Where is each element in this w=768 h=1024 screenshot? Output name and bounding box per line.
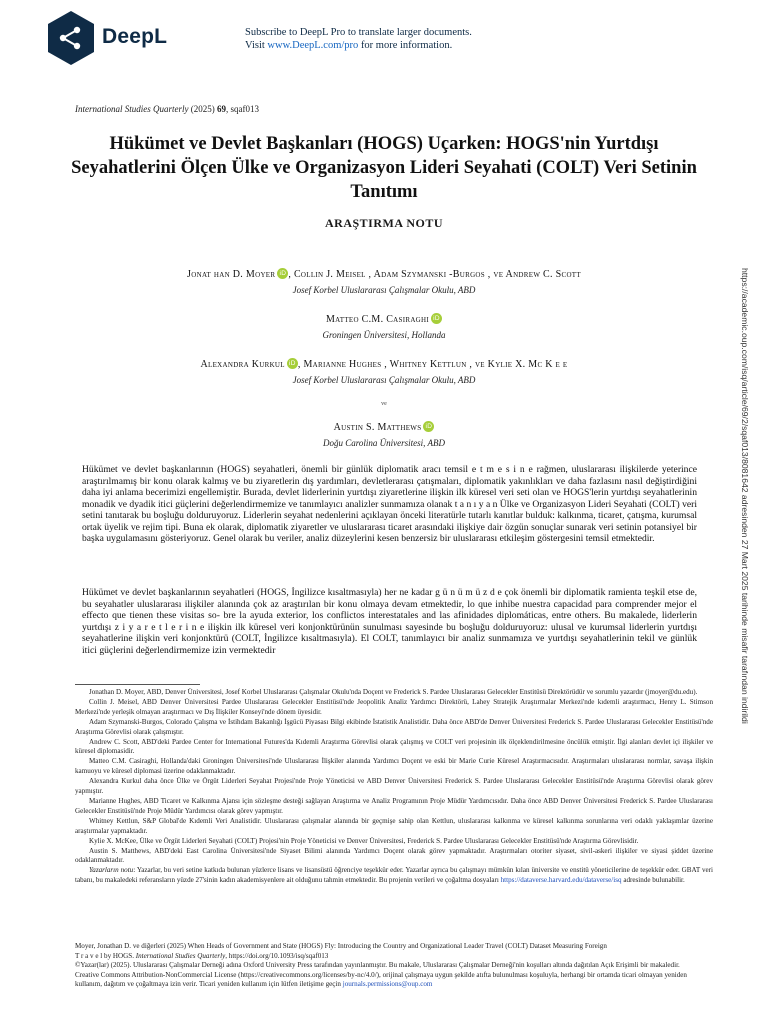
citation-line-1: Moyer, Jonathan D. ve diğerleri (2025) When Heads of Government and State (HOGS) Fly: Introducing the Country and Organizational Leader Travel (COLT) Dataset Measuring Foreign [75,942,607,950]
orcid-icon[interactable]: iD [423,421,434,432]
deepl-logo-icon[interactable] [46,10,96,66]
footnote: Austin S. Matthews, ABD'deki East Carolina Üniversitesi'nde Siyaset Bilimi alanında Yardımcı Doçent olarak görev yapmaktadır. Araştırmaları otoriter siyaset, sivil-askeri ilişkiler ve siyasi şiddet üzerine odaklanmaktadır. [75,846,713,865]
footnote: Alexandra Kurkul daha önce Ülke ve Örgüt Liderleri Seyahat Projesi'nde Proje Yöneticisi ve ABD Denver Üniversitesi Frederick S. Pardee Uluslararası Gelecekler Enstitüsü'nde Araştırma Görevlisi olarak görev yapmıştır. [75,777,713,796]
promo-line-1: Subscribe to DeepL Pro to translate larger documents. [245,27,472,38]
deepl-pro-link[interactable]: www.DeepL.com/pro [267,40,359,51]
footnote: Collin J. Meisel, ABD Denver Üniversitesi Pardee Uluslararası Gelecekler Enstitüsü'nde Jeopolitik Analiz Yardımcı Direktörü, Lahey Stratejik Araştırmalar Merkezi'nde kıdemli araştırmacı, Henry L. Stimson Merkezi'nde yerleşik olmayan araştırmacı ve Dış İlişkiler Konseyi'nde dönem üyesidir. [75,697,713,716]
footnote: Jonathan D. Moyer, ABD, Denver Üniversitesi, Josef Korbel Uluslararası Çalışmalar Okulu'nda Doçent ve Frederick S. Pardee Uluslararası Gelecekler Enstitüsü Direktörüdür ve sorumlu yazardır (jmoyer@du.edu). [89,688,698,696]
orcid-icon[interactable]: iD [277,268,288,279]
article-title: Hükümet ve Devlet Başkanları (HOGS) Uçarken: HOGS'nin Yurtdışı Seyahatlerini Ölçen Ülke ve Organizasyon Lideri Seyahati (COLT) Veri Setinin Tanıtımı [71,134,697,202]
footnotes [75,688,713,886]
author-conjunction: ve [381,401,387,407]
author-group-3: Alexandra Kurkul iD , Marianne Hughes , Whitney Kettlun , ve Kylie X. Mc K e e [200,359,568,370]
affiliation-2: Groningen Üniversitesi, Hollanda [322,330,446,340]
affiliation-4: Doğu Carolina Üniversitesi, ABD [323,438,445,448]
citation-block [75,942,713,990]
footnote: Kylie X. McKee, Ülke ve Örgüt Liderleri Seyahati (COLT) Projesi'nin Proje Yöneticisi ve Denver Üniversitesi, Frederick S. Pardee Uluslararası Gelecekler Enstitüsü'nde Araştırma Görevlisidir. [89,836,639,845]
orcid-icon[interactable]: iD [287,358,298,369]
deepl-logo-text: DeepL [102,25,168,48]
download-sidebar [738,268,750,724]
footnote: Andrew C. Scott, ABD'deki Pardee Center for International Futures'da Kıdemli Araştırma Görevlisi olarak çalışmış ve COLT veri projesinin ilk ölçeklendirilmesine öncülük etmiştir. İlgi alanları devlet içi ilişkiler ve küresel diplomasidir. [75,737,713,756]
section-label: ARAŞTIRMA NOTU [324,216,443,230]
author-group-4: Austin S. Matthews iD [60,421,708,433]
footnote: Whitney Kettlun, S&P Global'de Kıdemli Veri Analistidir. Uluslararası çalışmalar alanında bir geçmişe sahip olan Kettlun, uluslararası kalkınma ve küresel kalkınma sorunlarına veri odaklı yaklaşımlar üzerine araştırmalar yapmaktadır. [75,816,713,835]
footnote: Marianne Hughes, ABD Ticaret ve Kalkınma Ajansı için sözleşme desteği sağlayan Araştırma ve Analiz Programının Proje Müdür Yardımcısıdır. Daha önce ABD Denver Üniversitesi Frederick S. Pardee Uluslararası Gelecekler Enstitüsü'nde Proje Müdür Yardımcısı olarak görev yapmıştır. [75,796,713,815]
orcid-icon[interactable]: iD [431,313,442,324]
abstract-mixed: Hükümet ve devlet başkanlarının seyahatleri (HOGS, İngilizce kısaltmasıyla) her ne kadar g ü n ü m ü z d e çok önemli bir diplomatik ramienta teşkil etse de, bu seyahatler uluslararası ilişkiler alanında çok az araştırılan bir konu olmaya devam etmektedir, lo que inhibe nuestra capacidad para comprender mejor el effecto que tienen these visitas so- bre la ayuda exterior, los conflictos interestatales and las afinidades diplomáticas, entre others. Bu makalede, liderlerin yurtdışı z i y a r e t l e r i n e ilişkin ilk küresel veri konjonktürünün sunulması sayesinde bu boşluğu dolduruyoruz: ulusal ve kurumsal liderlerin yurtdışı seyahatlerine ilişkin veri konjonktürü (COLT, İngilizce kısaltmasıyla). El COLT, tanımlayıcı bir analiz sunmamıza ve yurtdışı seyahatlerinin tekil ve günlük itici güçlerini değerlendirmemize izin vermektedir [82,587,697,656]
permissions-email-link[interactable]: journals.permissions@oup.com [342,980,433,989]
author-group-1: Jonat han D. Moyer iD , Collin J. Meisel , Adam Szymanski -Burgos , ve Andrew C. Scott [187,269,581,280]
journal-citation-line: International Studies Quarterly (2025) 69, sqaf013 [75,104,259,114]
deepl-banner [0,0,768,84]
promo-line-2: Visit www.DeepL.com/pro for more information. [245,40,453,51]
copyright-text: ©Yazar(lar) (2025). Uluslararası Çalışmalar Derneği adına Oxford University Press tarafından yayınlanmıştır. Bu makale, Uluslararası Çalışmalar Derneği'nin koşulları altında dağıtılan Açık Erişimli bir makaledir. [75,961,680,970]
citation-line-2: T r a v e l by HOGS. International Studies Quarterly, https://doi.org/10.1093/isq/sqaf013 [75,951,329,960]
dataverse-link[interactable]: https://dataverse.harvard.edu/dataverse/isq [500,876,622,885]
footnote: Adam Szymanski-Burgos, Colorado Çalışma ve İstihdam Bakanlığı İşgücü Piyasası Bilgi ekibinde İstatistik Analistidir. Daha önce ABD'de Denver Üniversitesi Frederick S. Pardee Uluslararası Gelecekler Enstitüsü'nde Araştırma Görevlisi olarak çalışmıştır. [75,717,713,736]
footnote-divider [75,684,200,685]
footnote: Matteo C.M. Casiraghi, Hollanda'daki Groningen Üniversitesi'nde Uluslararası İlişkiler alanında Yardımcı Doçent ve eski bir Marie Curie Küresel Araştırmacısıdır. Araştırmaları uluslararası normlar, savaşa ilişkin kamuoyu ve küresel diplomasi üzerine odaklanmaktadır. [75,757,713,776]
download-note[interactable]: https://academic.oup.com/isq/article/69/2/sqaf013/8081642 adresinden 27 Mart 2025 tarihinde misafir tarafından indirildi [740,268,750,724]
license-text: Creative Commons Attribution-NonCommercial License (https://creativecommons.org/licenses/by-nc/4.0/), orijinal çalışmaya uygun şekilde atıfta bulunulması koşuluyla, herhangi bir ortamda ticari olmayan yeniden kullanım, dağıtım ve çoğaltmaya izin verir. Ticari yeniden kullanım için lütfen iletişime geçin journals.permissions@oup.com [75,970,687,989]
affiliation-1: Josef Korbel Uluslararası Çalışmalar Okulu, ABD [292,285,476,295]
authors-note: Yazarların notu: Yazarlar, bu veri setine katkıda bulunan yüzlerce lisans ve lisansüstü öğrenciye teşekkür eder. Yazarlar ayrıca bu çalışmayı mümkün kılan üniversite ve enstitü yöneticilerine de teşekkür eder. GBAT veri tabanı, bu makaledeki referansların yüzde 27'sinin kadın akademisyenlere ait olduğunu tahmin etmektedir. Bu projenin verileri ve çoğaltma dosyaları https://dataverse.harvard.edu/dataverse/isq adresinde bulunabilir. [75,866,713,885]
promo-text [245,26,472,52]
abstract-turkish: Hükümet ve devlet başkanlarının (HOGS) seyahatleri, önemli bir günlük diplomatik aracı temsil e t m e s i n e rağmen, uluslararası ilişkilerde yeterince araştırılmamış bir konu olarak kalmış ve bu ziyaretlerin dış yardımları, devletlerarası çatışmaları, diplomatik yakınlıkları ve daha fazlasını nasıl değiştirdiğini daha iyi anlama becerimizi engellemiştir. Burada, devlet liderlerinin yurtdışı ziyaretlerine ilişkin ilk küresel veri seti olan ve HOGS'lerin yurtdışı seyahatlerinin monadik ve dyadik itici güçlerini değerlendirmemize ve tanımlayıcı analizler sunmamıza olanak t a n ı y a n Ülke ve Organizasyon Lideri Seyahati (COLT) veri setini tanıtarak bu boşluğu dolduruyoruz. Liderlerin seyahat nedenlerini açıklayan önceki literatürle tutarlı kanıtlar bulduk: kalkınma, ticaret, çatışma, kurumsal ortak üyelik ve rejim tipi. Buna ek olarak, diplomatik ziyaretler ve uluslararası ticaret arasındaki ilişkiye dair özgün sonuçlar sunarak veri setinin potansiyel bir başka uygulamasını gösteriyoruz. Genel olarak bu veriler, analiz düzeylerini kesen benzersiz bir uluslararası etkileşim göstergesini temsil etmektedir. [82,464,697,544]
affiliation-3: Josef Korbel Uluslararası Çalışmalar Okulu, ABD [292,375,476,385]
author-group-2: Matteo C.M. Casiraghi iD [60,313,708,325]
